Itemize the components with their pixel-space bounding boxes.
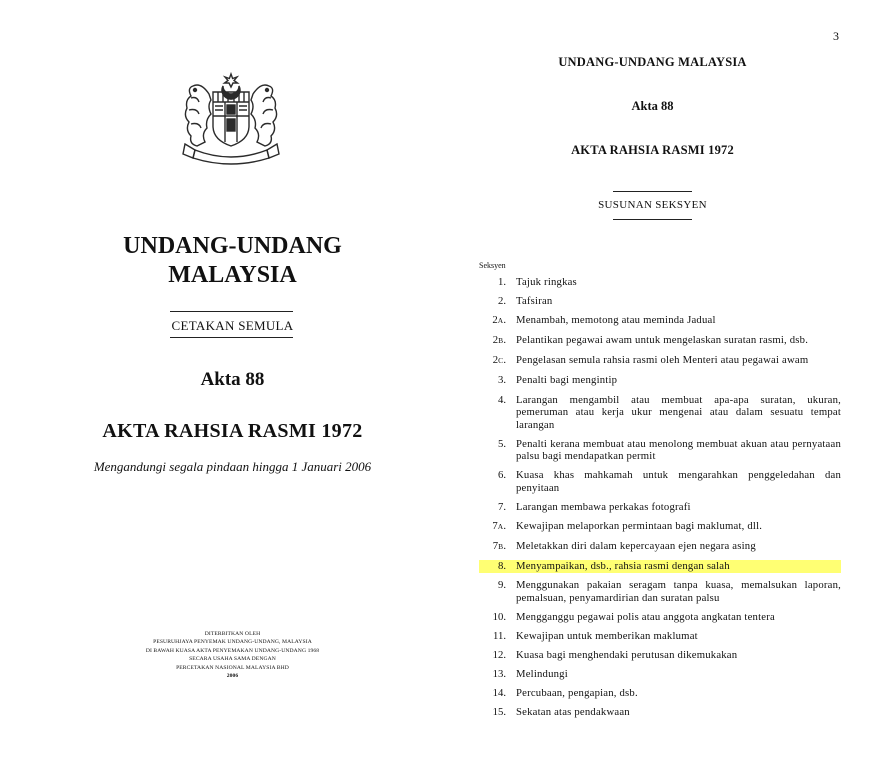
act-number: Akta 88: [200, 369, 265, 390]
arrangement-heading: SUSUNAN SEKSYEN: [598, 199, 707, 211]
toc-item-title: Meletakkan diri dalam kepercayaan ejen negara asing: [516, 540, 756, 553]
toc-item-number: 2A.: [492, 314, 506, 327]
toc-item[interactable]: [479, 520, 841, 534]
toc-item-number: 10.: [492, 610, 506, 623]
page-number: 3: [833, 29, 839, 43]
toc-item-title: Percubaan, pengapian, dsb.: [516, 687, 638, 700]
toc-item-title: Larangan membawa perkakas fotografi: [516, 500, 691, 513]
toc-item-number: 11.: [493, 629, 506, 642]
toc-item[interactable]: [479, 668, 841, 681]
toc-item[interactable]: [479, 611, 841, 624]
amendment-note: Mengandungi segala pindaan hingga 1 Januari 2006: [93, 459, 372, 474]
toc-item-title: Pelantikan pegawai awam untuk mengelaskan suratan rasmi, dsb.: [516, 334, 809, 347]
coat-of-arms-icon: [171, 72, 291, 168]
toc-item-title: Kewajipan melaporkan permintaan bagi maklumat, dll.: [516, 519, 763, 532]
publisher-year: 2006: [226, 673, 239, 680]
publisher-line: PESURUHJAYA PENYEMAK UNDANG-UNDANG, MALAYSIA: [153, 639, 312, 646]
toc-item-number: 4.: [497, 393, 506, 406]
toc-item-title: Menyampaikan, dsb., rahsia rasmi dengan salah: [516, 560, 730, 573]
toc-item[interactable]: [479, 276, 841, 289]
toc-item-number: 14.: [492, 687, 506, 700]
toc-item-title: Kuasa bagi menghendaki perutusan dikemukakan: [516, 649, 738, 661]
title-line-1: UNDANG-UNDANG: [123, 233, 342, 259]
publisher-line: DITERBITKAN OLEH: [204, 631, 261, 637]
toc-item-title: Kuasa khas mahkamah untuk mengarahkan penggeledahan dan penyitaan: [516, 469, 841, 494]
toc-item-number: 7A.: [492, 519, 506, 532]
toc-item-title: Tajuk ringkas: [516, 276, 577, 288]
toc-item[interactable]: [479, 579, 841, 604]
publisher-line: PERCETAKAN NASIONAL MALAYSIA BHD: [176, 664, 289, 671]
toc-item-title: Sekatan atas pendakwaan: [516, 706, 630, 719]
toc-item-title: Pengelasan semula rahsia rasmi oleh Menteri atau pegawai awam: [516, 354, 809, 367]
toc-item[interactable]: [479, 374, 841, 387]
title-line-2: MALAYSIA: [168, 262, 297, 288]
toc-item-number: 2.: [497, 295, 506, 308]
toc-item[interactable]: [479, 649, 841, 662]
toc-item-number: 13.: [492, 668, 506, 681]
toc-item[interactable]: [479, 469, 841, 494]
toc-item-title: Larangan mengambil atau membuat apa-apa suratan, ukuran, pemeruman atau kerja ukur mengenai atau dalam sesuatu tempat larangan: [516, 393, 841, 431]
toc-item[interactable]: [479, 295, 841, 308]
divider-top: [170, 311, 293, 312]
toc-item-number: 6.: [497, 469, 506, 482]
toc-item-title: Mengganggu pegawai polis atau anggota angkatan tentera: [516, 610, 775, 623]
divider-bottom: [170, 337, 293, 338]
toc-item[interactable]: [479, 314, 841, 328]
toc-item-number: 3.: [497, 374, 506, 387]
publisher-line: SECARA USAHA SAMA DENGAN: [189, 656, 276, 663]
toc-item-number: 2B.: [492, 334, 506, 347]
law-heading: UNDANG-UNDANG MALAYSIA: [558, 55, 747, 69]
publisher-line: DI BAWAH KUASA AKTA PENYEMAKAN UNDANG-UNDANG 1968: [145, 647, 320, 654]
act-name-heading: AKTA RAHSIA RASMI 1972: [571, 143, 734, 157]
toc-item[interactable]: [479, 687, 841, 700]
toc-item-title: Melindungi: [516, 668, 568, 681]
divider-top: [613, 191, 692, 192]
toc-item-title: Tafsiran: [516, 295, 553, 308]
toc-item-title: Penalti kerana membuat atau menolong membuat akuan atau pernyataan palsu bagi mendapatkan permit: [516, 437, 841, 463]
toc-item-number: 7.: [497, 500, 506, 513]
publisher-block: [95, 630, 370, 680]
section-label: Seksyen: [479, 261, 506, 270]
toc-item[interactable]: [479, 354, 841, 368]
document-title: [0, 232, 465, 290]
toc-item-number: 15.: [492, 706, 506, 719]
toc-item-title: Menambah, memotong atau meminda Jadual: [516, 314, 716, 327]
toc-item[interactable]: [479, 706, 841, 719]
toc-item-number: 2C.: [492, 354, 506, 367]
toc-item[interactable]: [479, 540, 841, 554]
toc-item[interactable]: [479, 560, 841, 573]
toc-item-number: 8.: [497, 560, 506, 573]
toc-item-number: 1.: [497, 276, 506, 288]
toc-item[interactable]: [479, 501, 841, 514]
contents-page: [465, 0, 890, 760]
table-of-contents: [479, 276, 841, 725]
toc-item-number: 7B.: [492, 540, 506, 553]
toc-item[interactable]: [479, 394, 841, 432]
divider-bottom: [613, 219, 692, 220]
toc-item[interactable]: [479, 438, 841, 463]
toc-item-number: 5.: [497, 437, 506, 450]
toc-item-number: 12.: [492, 649, 506, 661]
toc-item-title: Penalti bagi mengintip: [516, 374, 618, 387]
toc-item[interactable]: [479, 630, 841, 643]
toc-item-title: Menggunakan pakaian seragam tanpa kuasa, memalsukan laporan, pemalsuan, penyamardirian dan suratan palsu: [516, 579, 841, 604]
toc-item-number: 9.: [497, 579, 506, 592]
reprint-label: CETAKAN SEMULA: [171, 318, 294, 333]
toc-item[interactable]: [479, 334, 841, 348]
act-number-heading: Akta 88: [631, 99, 674, 113]
toc-item-title: Kewajipan untuk memberikan maklumat: [516, 629, 698, 642]
act-name: AKTA RAHSIA RASMI 1972: [102, 420, 363, 442]
